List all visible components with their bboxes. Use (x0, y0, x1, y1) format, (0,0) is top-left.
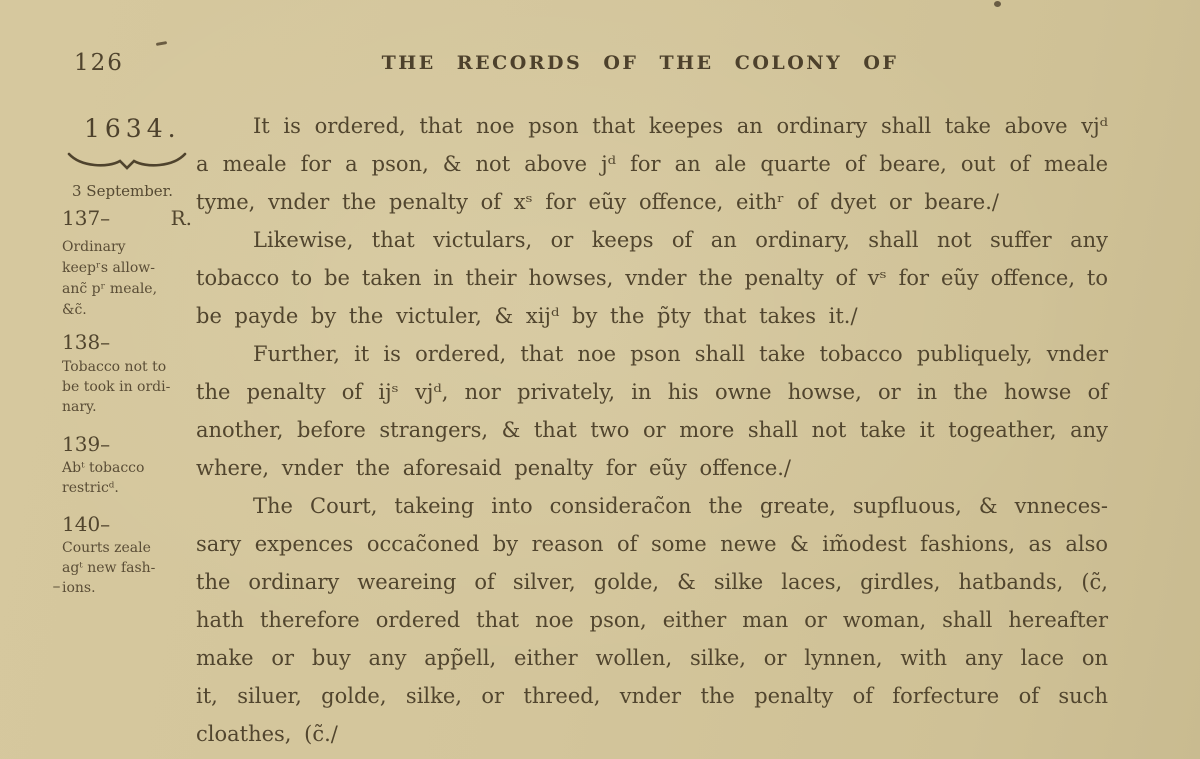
body-line: It is ordered, that noe pson that keepes an ordinary shall take above vjᵈ (253, 114, 1108, 138)
body-line: a meale for a pson, & not above jᵈ for an ale quarte of beare, out of meale (196, 152, 1108, 176)
page-number: 126 (74, 50, 124, 76)
ink-dot (994, 1, 1001, 7)
margin-note-line: Tobacco not to (62, 359, 167, 375)
margin-note-line: keepʳs allow- (62, 260, 155, 276)
entry-number: 137– (62, 206, 111, 230)
body-line: sary expences occac̃oned by reason of some newe & im̃odest fashions, as also (196, 532, 1108, 556)
body-line: it, siluer, golde, silke, or threed, vnder the penalty of forfecture of such (196, 684, 1108, 708)
margin-note-line: restricᵈ. (62, 480, 119, 496)
margin-date: 3 September. (72, 182, 173, 200)
ink-speck (53, 586, 60, 588)
body-line: cloathes, (c̃./ (196, 722, 338, 746)
margin-note-line: nary. (62, 399, 97, 415)
margin-note-line: be took in ordi- (62, 379, 171, 395)
margin-note-140 (62, 538, 198, 598)
body-line: the penalty of ijˢ vjᵈ, nor privately, in his owne howse, or in the howse of (196, 380, 1108, 404)
entry-number: 140– (62, 512, 111, 536)
margin-note-line: Ordinary (62, 239, 126, 255)
body-line: tyme, vnder the penalty of xˢ for eũy offence, eithʳ of dyet or beare./ (196, 190, 999, 214)
body-line: make or buy any app̃ell, either wollen, silke, or lynnen, with any lace on (196, 646, 1108, 670)
body-line: where, vnder the aforesaid penalty for eũy offence./ (196, 456, 792, 480)
margin-note-139 (62, 458, 198, 498)
body-line: be payde by the victuler, & xijᵈ by the p̃ty that takes it./ (196, 304, 858, 328)
margin-note-line: Courts zeale (62, 540, 151, 556)
body-line: tobacco to be taken in their howses, vnder the penalty of vˢ for eũy offence, to (196, 266, 1108, 290)
margin-note-138 (62, 357, 198, 417)
body-line: The Court, takeing into considerac̃on the greate, supfluous, & vnneces- (253, 494, 1108, 518)
margin-note-137 (62, 237, 198, 321)
body-line: Further, it is ordered, that noe pson shall take tobacco publiquely, vnder (253, 342, 1108, 366)
body-text (196, 107, 1108, 753)
margin-note-line: &c̃. (62, 302, 87, 318)
entry-number: 138– (62, 330, 111, 354)
ink-smudge (156, 41, 167, 46)
body-line: Likewise, that victulars, or keeps of an ordinary, shall not suffer any (253, 228, 1108, 252)
margin-year: 1634. (84, 114, 181, 143)
body-line: another, before strangers, & that two or more shall not take it togeather, any (196, 418, 1108, 442)
entry-letter: R. (170, 206, 192, 230)
margin-entry-137 (62, 206, 192, 230)
margin-note-line: Abᵗ tobacco (62, 460, 145, 476)
body-line: hath therefore ordered that noe pson, either man or woman, shall hereafter (196, 608, 1108, 632)
margin-note-line: agᵗ new fash- (62, 560, 156, 576)
margin-note-line: anc̃ pʳ meale, (62, 281, 158, 297)
margin-note-line: ions. (62, 580, 96, 596)
body-line: the ordinary weareing of silver, golde, & silke laces, girdles, hatbands, (c̃, (196, 570, 1108, 594)
entry-number: 139– (62, 432, 111, 456)
year-brace-ornament (66, 150, 188, 172)
running-header: THE RECORDS OF THE COLONY OF (381, 52, 899, 74)
